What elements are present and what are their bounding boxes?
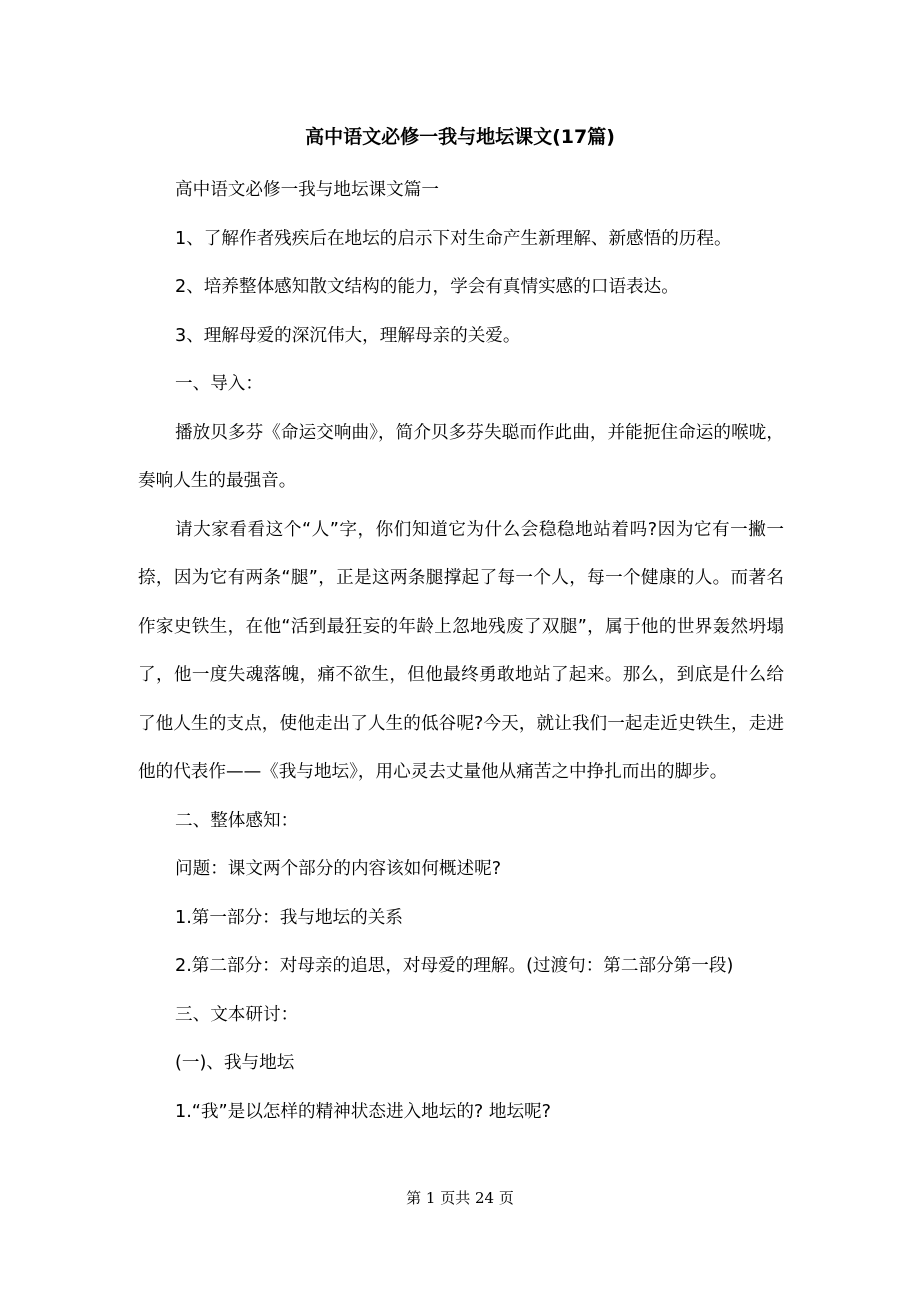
paragraph-intro-ren: 请大家看看这个“人”字，你们知道它为什么会稳稳地站着吗?因为它有一撇一捺，因为它有两条“腿”，正是这两条腿撑起了每一个人，每一个健康的人。而著名作家史铁生，在他“活到最狂妄的年龄上忽地残废了双腿”，属于他的世界轰然坍塌了，他一度失魂落魄，痛不欲生，但他最终勇敢地站了起来。那么，到底是什么给了他人生的支点，使他走出了人生的低谷呢?今天，就让我们一起走近史铁生，走进他的代表作——《我与地坛》，用心灵去丈量他从痛苦之中挣扎而出的脚步。 bbox=[138, 519, 784, 782]
document-title: 高中语文必修一我与地坛课文(17篇) bbox=[305, 126, 615, 148]
paragraph-subsection-heading: (一)、我与地坛 bbox=[175, 1053, 295, 1073]
paragraph-part-1: 1.第一部分：我与地坛的关系 bbox=[175, 907, 403, 928]
paragraph-question-1: 1.“我”是以怎样的精神状态进入地坛的? 地坛呢? bbox=[175, 1101, 551, 1122]
paragraph-intro-beethoven: 播放贝多芬《命运交响曲》，简介贝多芬失聪而作此曲，并能扼住命运的喉咙，奏响人生的最强音。 bbox=[138, 422, 784, 491]
page-number-footer: 第 1 页共 24 页 bbox=[406, 1189, 514, 1207]
paragraph-text-study-heading: 三、文本研讨： bbox=[175, 1004, 299, 1025]
paragraph-part-2: 2.第二部分：对母亲的追思，对母爱的理解。(过渡句：第二部分第一段) bbox=[175, 956, 734, 976]
paragraph-section-heading: 高中语文必修一我与地坛课文篇一 bbox=[175, 180, 439, 200]
paragraph-question: 问题：课文两个部分的内容该如何概述呢? bbox=[175, 859, 502, 879]
paragraph-goal-2: 2、培养整体感知散文结构的能力，学会有真情实感的口语表达。 bbox=[175, 277, 679, 297]
paragraph-goal-1: 1、了解作者残疾后在地坛的启示下对生命产生新理解、新感悟的历程。 bbox=[175, 228, 732, 249]
document-body bbox=[138, 166, 784, 1136]
paragraph-goal-3: 3、理解母爱的深沉伟大，理解母亲的关爱。 bbox=[175, 325, 521, 346]
paragraph-overall-heading: 二、整体感知： bbox=[175, 810, 299, 831]
paragraph-intro-heading: 一、导入： bbox=[175, 374, 263, 394]
